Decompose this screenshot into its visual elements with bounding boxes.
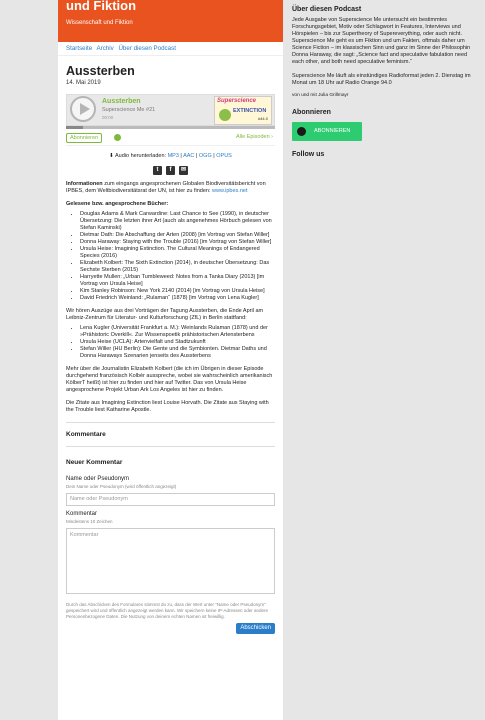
comment-textarea[interactable]: Kommentar xyxy=(66,528,275,594)
subscribe-bar xyxy=(66,133,275,146)
about-heading: Über diesen Podcast xyxy=(292,6,362,13)
facebook-icon[interactable]: f xyxy=(166,166,175,175)
list-item: • Ursula Heise (UCLA): Artenvielfalt und Stadtzukunft xyxy=(80,339,275,346)
site-title[interactable]: und Fiktion xyxy=(66,0,137,13)
comments-heading: Kommentare xyxy=(66,431,106,438)
download-ogg[interactable]: OGG xyxy=(198,153,212,159)
books-list xyxy=(66,211,275,302)
divider xyxy=(66,422,275,423)
name-label: Name oder Pseudonym xyxy=(66,476,130,482)
follow-heading: Follow us xyxy=(292,151,325,158)
paragraph-kolbert: Mehr über die Journalistin Elizabeth Kolbert (die ich im Übrigen in dieser Episode durchgehend französisch Kolbèr ausspreche, wobei sie wahrscheinlich amerikanisch KölberT heißt) ist hier zu finden und hier auf Twitter. Das von Ursula Heise angesprochene Projekt Urban Ark Los Angeles ist hier zu finden. xyxy=(66,366,273,393)
top-nav xyxy=(58,42,283,56)
info-strong: Informationen xyxy=(66,181,103,187)
comment-label: Kommentar xyxy=(66,511,98,517)
share-icon[interactable] xyxy=(114,134,121,141)
subscribe-heading: Abonnieren xyxy=(292,109,331,116)
submit-button[interactable]: Abschicken xyxy=(236,623,275,634)
list-item: • Lena Kugler (Universität Frankfurt a. M.): Weinlands Rulaman (1878) und der »Prähistoric Overkill«. Zur Wissenspoetik prähistorischen Artensterbens xyxy=(80,325,275,339)
cover-text-2: EXTINCTION xyxy=(233,108,267,114)
subscribe-button[interactable]: Abonnieren xyxy=(66,133,102,143)
download-mp3[interactable]: MP3 xyxy=(167,153,179,159)
site-header xyxy=(58,0,283,42)
books-heading xyxy=(66,201,275,208)
player-time: 00:00 xyxy=(102,115,114,120)
list-item: • Donna Haraway: Staying with the Trouble (2016) [im Vortrag von Stefan Willer] xyxy=(80,239,275,246)
paragraph-info xyxy=(66,181,275,195)
player-episode-title: Aussterben xyxy=(102,98,141,105)
player-podcast-name: Superscience Me #21 xyxy=(102,107,156,113)
list-item: • Kim Stanley Robinson: New York 2140 (2014) [im Vortrag von Ursula Heise] xyxy=(80,288,275,295)
post-title: Aussterben xyxy=(66,64,135,78)
ipbes-link[interactable]: www.ipbes.net xyxy=(212,188,248,194)
nav-archive[interactable]: Archiv xyxy=(96,45,114,52)
cover-figure xyxy=(219,109,231,121)
email-icon[interactable]: ✉ xyxy=(180,167,187,173)
list-item: • Stefan Willer (HU Berlin): Die Gente und die Symbionten. Dietmar Daths und Donna Haraways Szenarien jenseits des Aussterbens xyxy=(80,346,275,360)
nav-home[interactable]: Startseite xyxy=(66,45,93,52)
new-comment-heading: Neuer Kommentar xyxy=(66,459,123,466)
podcast-player xyxy=(66,94,275,126)
download-label: Audio herunterladen: xyxy=(114,153,167,159)
download-links: ⬇ Audio herunterladen: MP3 | AAC | OGG | OPUS xyxy=(109,153,232,159)
episode-cover xyxy=(214,96,272,125)
main-column xyxy=(58,0,283,720)
post-date: 14. Mai 2019 xyxy=(66,80,101,86)
list-item: • Harryette Mullen: „Urban Tumbleweed: Notes from a Tanka Diary (2013) [im Vortrag von Ursula Heise] xyxy=(80,274,275,288)
privacy-note: Durch das Abschicken des Formulares stimmst du zu, dass der Wert unter "Name oder Pseudonym" gespeichert wird und öffentlich angezeigt werden kann. Wir speichern keine IP-Adressen oder andere Personenbezogene Daten. Die Nutzung von deinem echten Namen ist freiwillig. xyxy=(66,602,269,619)
list-item: • Douglas Adams & Mark Carwardine: Last Chance to See (1990), in deutscher Übersetzung: Die letzten ihrer Art (auch als angenehmes Hörbuch gelesen von Stefan Kaminski) xyxy=(80,211,275,232)
podcast-icon xyxy=(297,127,306,136)
play-icon xyxy=(80,103,90,115)
name-input[interactable]: Name oder Pseudonym xyxy=(66,493,275,506)
name-hint: Dein Name oder Pseudonym (wird öffentlich angezeigt) xyxy=(66,484,177,489)
divider xyxy=(66,446,275,447)
sidebar xyxy=(290,0,480,720)
subscribe-big-label: ABONNIEREN xyxy=(314,128,351,134)
subscribe-big-button[interactable] xyxy=(292,122,362,141)
nav-about[interactable]: Über diesen Podcast xyxy=(118,45,176,52)
site-subtitle: Wissenschaft und Fiktion xyxy=(66,20,133,26)
list-item: • Ursula Heise: Imagining Extinction. The Cultural Meanings of Endangered Species (2016) xyxy=(80,246,275,260)
paragraph-readers: Die Zitate aus Imagining Extinction liest Louise Horvath. Die Zitate aus Staying with the Trouble liest Katharine Apostle. xyxy=(66,400,269,413)
comment-hint: Mindestens 10 Zeichen xyxy=(66,519,113,524)
download-opus[interactable]: OPUS xyxy=(216,153,232,159)
progress-fill xyxy=(66,126,83,129)
info-text: zum eingangs angesprochenen Globalen Biodiversitätsbericht von IPBES, dem Weltbiodiversitätsrat der UN, ist hier zu finden: xyxy=(66,181,266,194)
twitter-icon[interactable]: t xyxy=(153,166,162,175)
credit-text: von und mit Julia Grillmayr xyxy=(292,93,349,98)
progress-bar[interactable] xyxy=(66,126,275,129)
play-button[interactable] xyxy=(70,96,96,122)
download-aac[interactable]: AAC xyxy=(183,153,195,159)
cover-text-1: Superscience xyxy=(217,98,257,104)
about-text: Jede Ausgabe von Superscience Me untersucht ein bestimmtes Forschungsgebiet, Motiv oder Schlagwort in Features, Interviews und Hörspielen – bis zur Supertheory of Supereverything, oder auch nicht. Superscience Me geht es um Fiktion und um Fakten, oftmals daher um Science Fiction – im klassischen Sinn und ganz im Sinne der Philosophin Donna Haraway, die sagt: „Science fact and speculative fabulation need each other, and both need speculative feminism.“ Superscience Me läuft als einstündiges Radioformat jeden 2. Dienstag im Monat um 18 Uhr auf Radio Orange 94.0 xyxy=(292,17,471,86)
post-content xyxy=(58,153,283,631)
list-item: • Elizabeth Kolbert: The Sixth Extinction (2014), in deutscher Übersetzung: Das Sechste Sterben (2015) xyxy=(80,260,275,274)
list-item: • Dietmar Dath: Die Abschaffung der Arten (2008) [im Vortrag von Stefan Willer] xyxy=(80,232,275,239)
list-item: • David Friedrich Weinland: „Rulaman“ (1878) [im Vortrag von Lena Kugler] xyxy=(80,295,275,302)
social-share xyxy=(66,166,275,175)
books-heading-text: Gelesene bzw. angesprochene Bücher: xyxy=(66,201,169,207)
cover-text-3: #44.0 xyxy=(257,116,268,121)
all-episodes-link[interactable]: Alle Episoden › xyxy=(236,134,273,140)
download-icon: ⬇ xyxy=(109,153,114,159)
paragraph-talks: Wir hören Auszüge aus drei Vorträgen der Tagung Aussterben, die Ende April am Leibniz-Zentrum für Literatur- und Kulturforschung (ZfL) in Berlin stattfand: xyxy=(66,308,264,321)
talks-list xyxy=(66,325,275,360)
